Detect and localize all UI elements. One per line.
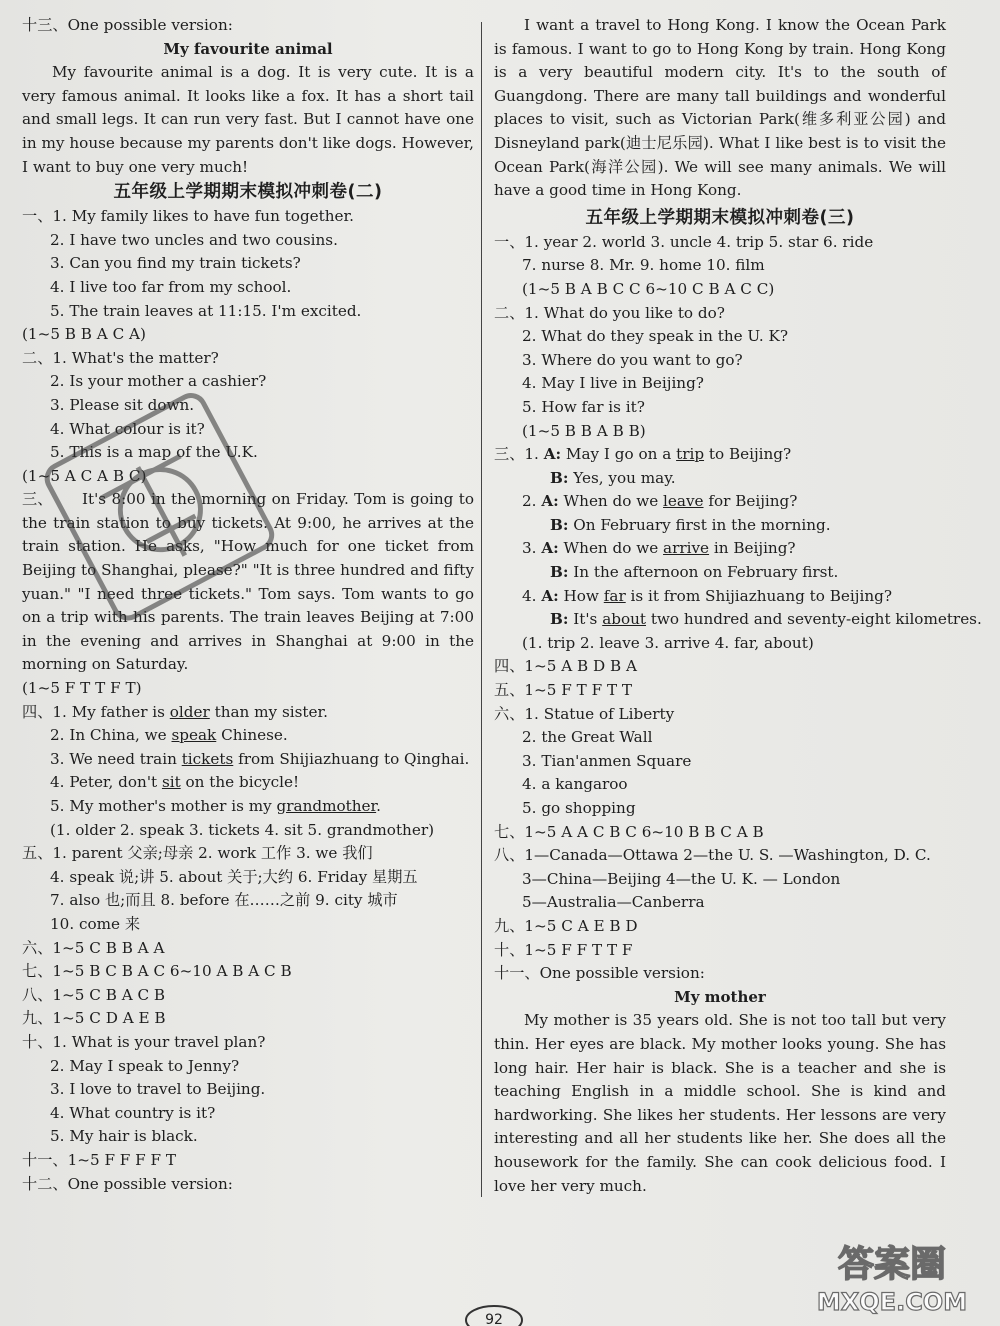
s1-item: 7. nurse 8. Mr. 9. home 10. film (522, 256, 765, 275)
s2-item: 2. Is your mother a cashier? (50, 372, 267, 391)
s2-item: 4. What colour is it? (50, 419, 205, 438)
s7-answer: 七、1~5 A A C B C 6~10 B B C A B (494, 822, 764, 841)
s5-item: 10. come 来 (50, 914, 141, 933)
s1-item: 一、1. year 2. world 3. uncle 4. trip 5. star 6. ride (494, 232, 874, 251)
s1-answer: (1~5 B A B C C 6~10 C B A C C) (522, 279, 775, 298)
s2-answer: (1~5 A C A B C) (22, 466, 147, 485)
watermark-logo-icon (792, 1230, 992, 1320)
s5-item: 7. also 也;而且 8. before 在……之前 9. city 城市 (50, 891, 398, 910)
s3-dialogue-line: B: It's about two hundred and seventy-eight kilometres. (550, 610, 982, 629)
s2-item: 2. What do they speak in the U. K? (522, 327, 788, 346)
s8-item: 3—China—Beijing 4—the U. K. — London (522, 869, 841, 888)
essay-mother: My mother is 35 years old. She is not too tall but very thin. Her eyes are black. My mother looks young. She has long hair. Her hair is black. She is a teacher and she is teaching English in a middle school. She is kind and hardworking. She likes her students. Her lessons are very interesting and all her students like her. She does all the housework for the family. She can cook delicious food. I love her very much. (494, 1011, 946, 1195)
s2-item: 5. This is a map of the U.K. (50, 443, 258, 462)
s4-answer: (1. older 2. speak 3. tickets 4. sit 5. grandmother) (50, 820, 435, 839)
s3-dialogue-line: B: Yes, you may. (550, 468, 676, 487)
s9-answer: 九、1~5 C D A E B (22, 1009, 166, 1028)
s2-item: 二、1. What's the matter? (22, 348, 219, 367)
s9-answer: 九、1~5 C A E B D (494, 916, 638, 935)
s1-item: 5. The train leaves at 11:15. I'm excited. (50, 301, 362, 320)
exam-2-title: 五年级上学期期末模拟冲刺卷(二) (113, 182, 383, 203)
svg-text:答案圈: 答案圈 (837, 1244, 947, 1285)
right-column (494, 14, 982, 1198)
s3-dialogue-line: 4. A: How far is it from Shijiazhuang to Beijing? (522, 586, 892, 605)
s1-item: 一、1. My family likes to have fun together. (22, 207, 354, 226)
s6-item: 2. the Great Wall (522, 728, 653, 747)
s4-item: 2. In China, we speak Chinese. (50, 726, 288, 745)
essay-hong-kong: I want a travel to Hong Kong. I know the Ocean Park is famous. I want to go to Hong Kong by train. Hong Kong is a very beautiful modern city. It's to the south of Guangdong. There are many tall buildings and wonderful places to visit, such as Victorian Park(维多利亚公园) and Disneyland park(迪士尼乐园). What I like best is to visit the Ocean Park(海洋公园). We will see many animals. We will have a good time in Hong Kong. (494, 16, 946, 200)
s2-answer: (1~5 B B A B B) (522, 421, 646, 440)
s11-answer: 十一、1~5 F F F F T (22, 1150, 177, 1169)
s3-label: 三、 (22, 490, 53, 509)
s7-answer: 七、1~5 B C B A C 6~10 A B A C B (22, 962, 292, 981)
s6-item: 3. Tian'anmen Square (522, 751, 692, 770)
s1-item: 3. Can you find my train tickets? (50, 254, 301, 273)
essay-title-mother: My mother (674, 987, 766, 1006)
s3-passage: 三、 It's 8:00 in the morning on Friday. Tom is going to the train station to buy tickets. At 9:00, he arrives at the train station. He asks, "How much for one ticket from Beijing to Shanghai, please?" "It is three hundred and fifty yuan." "I need three tickets." Tom says. Tom wants to go on a trip with his parents. The train leaves Beijing at 7:00 in the evening and arrives in Shanghai at 9:00 in the morning on Saturday. (22, 490, 474, 674)
s4-item: 3. We need train tickets from Shijiazhuang to Qinghai. (50, 749, 470, 768)
s3-dialogue-line: 3. A: When do we arrive in Beijing? (522, 539, 796, 558)
s10-answer: 十、1~5 F F T T F (494, 940, 633, 959)
s5-item: 五、1. parent 父亲;母亲 2. work 工作 3. we 我们 (22, 844, 373, 863)
s6-item: 4. a kangaroo (522, 775, 628, 794)
s6-item: 六、1. Statue of Liberty (494, 704, 675, 723)
s4-item: 4. Peter, don't sit on the bicycle! (50, 773, 300, 792)
essay-title-animal: My favourite animal (163, 39, 333, 58)
s4-item: 四、1. My father is older than my sister. (22, 702, 328, 721)
s3-dialogue-line: 三、1. A: May I go on a trip to Beijing? (494, 445, 792, 464)
s6-item: 5. go shopping (522, 799, 636, 817)
s3-answer: (1~5 F T T F T) (22, 679, 142, 698)
s4-item: 5. My mother's mother is my grandmother. (50, 797, 381, 815)
s5-answer: 五、1~5 F T F T T (494, 681, 633, 700)
s1-answer: (1~5 B B A C A) (22, 325, 146, 344)
column-divider (481, 22, 482, 1197)
page-number-badge (462, 1300, 526, 1326)
s10-item: 3. I love to travel to Beijing. (50, 1080, 266, 1099)
s11-header: 十一、One possible version: (494, 964, 705, 983)
s10-item: 5. My hair is black. (50, 1127, 198, 1146)
s3-dialogue-line: B: In the afternoon on February first. (550, 563, 839, 582)
s10-item: 4. What country is it? (50, 1103, 216, 1122)
essay-animal: My favourite animal is a dog. It is very cute. It is a very famous animal. It looks like a fox. It has a short tail and small legs. It can run very fast. But I cannot have one in my house because my parents don't like dogs. However, I want to buy one very much! (22, 63, 474, 176)
s2-item: 4. May I live in Beijing? (522, 374, 704, 393)
svg-text:MXQE.COM: MXQE.COM (816, 1288, 968, 1316)
s10-item: 2. May I speak to Jenny? (50, 1056, 240, 1075)
s12-header: 十二、One possible version: (22, 1174, 233, 1193)
s2-item: 3. Please sit down. (50, 395, 195, 414)
section-13-header: 十三、One possible version: (22, 16, 233, 34)
s10-item: 十、1. What is your travel plan? (22, 1032, 266, 1051)
s1-item: 4. I live too far from my school. (50, 277, 292, 296)
ink-stamp-icon (52, 392, 267, 622)
s1-item: 2. I have two uncles and two cousins. (50, 230, 338, 249)
s3-answer: (1. trip 2. leave 3. arrive 4. far, about) (522, 633, 814, 652)
s2-item: 3. Where do you want to go? (522, 350, 743, 369)
s8-answer: 八、1~5 C B A C B (22, 985, 166, 1004)
s3-dialogue-line: B: On February first in the morning. (550, 515, 831, 534)
s4-answer: 四、1~5 A B D B A (494, 657, 637, 676)
page-number: 92 (485, 1312, 503, 1326)
s6-answer: 六、1~5 C B B A A (22, 938, 165, 957)
s3-dialogue-line: 2. A: When do we leave for Beijing? (522, 492, 798, 511)
s2-item: 5. How far is it? (522, 397, 645, 416)
s8-item: 5—Australia—Canberra (522, 893, 705, 912)
s2-item: 二、1. What do you like to do? (494, 303, 725, 322)
exam-3-title: 五年级上学期期末模拟冲刺卷(三) (585, 207, 855, 228)
s8-item: 八、1—Canada—Ottawa 2—the U. S. —Washington, D. C. (494, 846, 931, 865)
s5-item: 4. speak 说;讲 5. about 关于;大约 6. Friday 星期五 (50, 867, 418, 886)
